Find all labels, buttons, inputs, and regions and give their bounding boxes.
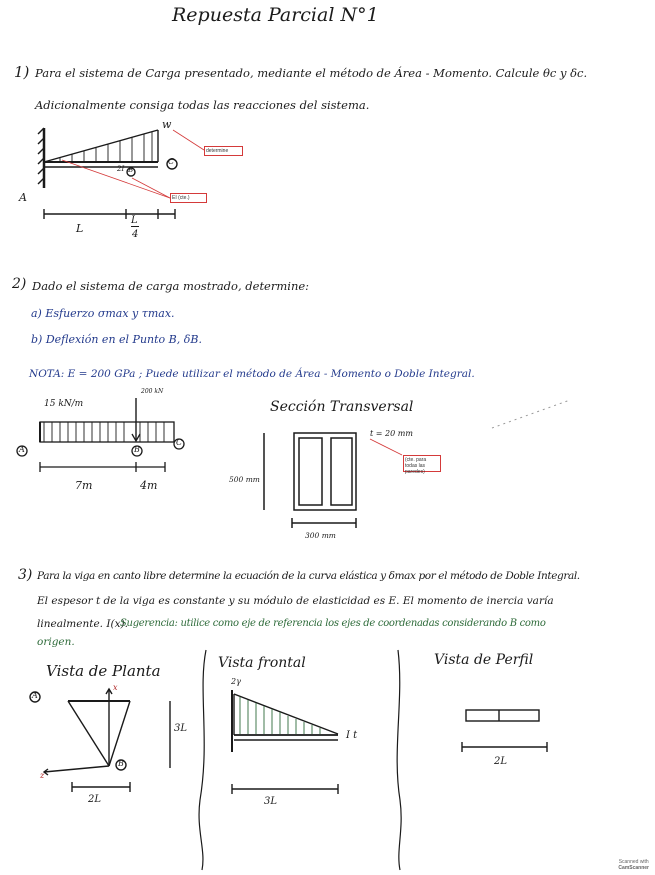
p3-plan-title: Vista de Planta	[46, 662, 161, 680]
p1-note-determine: determine	[204, 146, 243, 156]
watermark-line2: CamScanner	[618, 865, 649, 871]
p1-dim-l4-top: L	[131, 215, 138, 226]
p1-dim-l: L	[76, 222, 84, 235]
p2-item-a: a) Esfuerzo σmax y τmax.	[31, 307, 175, 320]
p1-note-ei: EI (cte.)	[170, 193, 207, 203]
p2-item-b: b) Deflexión en el Punto B, δB.	[31, 333, 202, 346]
p2-dim-4m: 4m	[140, 479, 158, 492]
page-title: Repuesta Parcial N°1	[172, 4, 379, 26]
p1-label-2i: 2I	[117, 165, 125, 173]
p1-cantilever-drawing	[38, 128, 177, 219]
p1-label-a: A	[19, 191, 27, 204]
p2-beam-drawing	[17, 398, 184, 472]
p3-label-a: A	[32, 691, 38, 700]
p3-statement-line2: El espesor t de la viga es constante y su módulo de elasticidad es E. El momento de inercia varía	[37, 595, 554, 607]
p3-dim-2l-plan: 2L	[88, 794, 102, 805]
p3-statement-line3b: Sugerencia: utilice como eje de referencia los ejes de coordenadas considerando B como	[120, 618, 546, 629]
p2-width: 300 mm	[305, 531, 336, 540]
p3-front-t: I t	[346, 730, 358, 741]
p3-dim-3l-front: 3L	[264, 796, 278, 807]
p3-front-view-drawing	[199, 650, 401, 870]
p2-label-a: A	[19, 445, 25, 454]
p1-statement-line2: Adicionalmente consiga todas las reacciones del sistema.	[35, 98, 370, 112]
p2-point-load: 200 kN	[141, 388, 164, 395]
p3-statement-line1: Para la viga en canto libre determine la ecuación de la curva elástica y δmax por el método de Doble Integral.	[37, 570, 580, 582]
p2-number: 2)	[12, 276, 27, 292]
p1-statement-line1: Para el sistema de Carga presentado, mediante el método de Área - Momento. Calcule θc y δc.	[35, 66, 588, 80]
p3-dim-2l-profile: 2L	[494, 756, 508, 767]
p2-note-leader	[370, 439, 402, 455]
p2-nota: NOTA: E = 200 GPa ; Puede utilizar el método de Área - Momento o Doble Integral.	[29, 368, 475, 380]
p2-label-c: C	[176, 438, 183, 447]
p2-cross-section-drawing	[264, 433, 356, 528]
p2-note-box: (cte. para todas las paredes)	[403, 455, 441, 472]
p2-thickness: t = 20 mm	[370, 429, 413, 438]
p2-statement-line1: Dado el sistema de carga mostrado, determine:	[32, 279, 310, 293]
p3-front-load: 2γ	[231, 677, 241, 686]
p3-axis-z: z	[40, 771, 45, 780]
p3-number: 3)	[18, 567, 33, 583]
p3-statement-line4: origen.	[37, 636, 75, 648]
p3-dim-3l-vert: 3L	[174, 723, 188, 734]
p2-decorative-dotted-line	[492, 400, 570, 428]
p3-profile-view-drawing	[462, 710, 547, 752]
p3-axis-x: x	[113, 683, 118, 692]
p2-dist-load: 15 kN/m	[44, 399, 84, 409]
p2-label-b: B	[134, 445, 140, 454]
camscanner-watermark	[618, 859, 649, 871]
p2-dim-7m: 7m	[75, 479, 93, 492]
p2-section-title: Sección Transversal	[270, 399, 414, 415]
p1-number: 1)	[14, 63, 30, 81]
p1-annotation-leaders	[62, 130, 204, 198]
p3-front-title: Vista frontal	[218, 655, 306, 671]
p3-statement-line3a: linealmente. I(x).	[37, 618, 128, 630]
p3-label-b: B	[118, 759, 124, 768]
p2-height: 500 mm	[229, 475, 260, 484]
p1-label-b: B	[128, 166, 134, 174]
p3-plan-view-drawing	[30, 689, 170, 792]
p1-label-c: C	[168, 157, 175, 166]
p1-dim-l4-bottom: 4	[132, 229, 139, 240]
watermark-line1: Scanned with	[618, 859, 649, 865]
p1-label-w: w	[162, 118, 172, 131]
p3-profile-title: Vista de Perfil	[434, 652, 534, 668]
